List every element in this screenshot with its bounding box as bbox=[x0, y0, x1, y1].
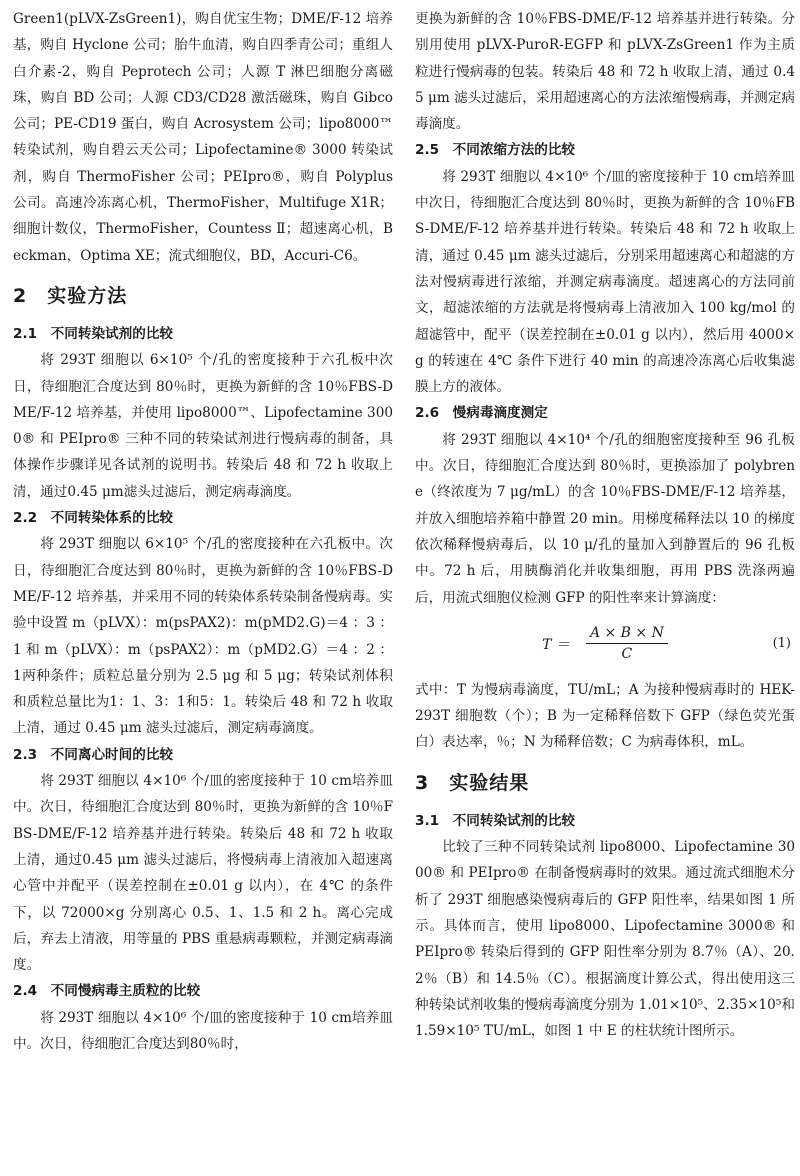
subsection-heading-2-1: 2.1 不同转染试剂的比较 bbox=[13, 325, 174, 342]
paragraph-2-2: 将 293T 细胞以 6×10⁵ 个/孔的密度接种在六孔板中。次日，待细胞汇合度达到 80％时，更换为新鲜的含 10％FBS-DME/F-12 培养基，并采用不同的转染体系转染制备慢病毒。实验中设置 m（pLVX）：m(psPAX2)：m(pMD2.G)＝4 ：3 ：1 和 m（pLVX）：m（psPAX2）：m（pMD2.G）＝4 ：2 ：1两种条件；质粒总量分别为 2.5 μg 和 5 μg；转染试剂体积和质粒总量比为1：1、3：1和5：1。转染后 48 和 72 h 收取上清，通过 0.45 μm 滤头过滤后，测定病毒滴度。 bbox=[13, 536, 393, 737]
paragraph-2-3: 将 293T 细胞以 4×10⁶ 个/皿的密度接种于 10 cm培养皿中。次日，待细胞汇合度达到 80％时，更换为新鲜的含 10％FBS-DME/F-12 培养基并进行转染。转染后 48 和 72 h 收取上清，通过0.45 μm 滤头过滤后，将慢病毒上清液加入超速离心管中并配平（误差控制在±0.01 g 以内），在 4℃ 的条件下，以 72000×g 分别离心 0.5、1、1.5 和 2 h。离心完成后，弃去上清液，用等量的 PBS 重悬病毒颗粒，并测定病毒滴度。 bbox=[13, 773, 393, 974]
subsection-heading-2-4: 2.4 不同慢病毒主质粒的比较 bbox=[13, 983, 201, 1000]
paragraph-2-6: 将 293T 细胞以 4×10⁴ 个/孔的细胞密度接种至 96 孔板中。次日，待细胞汇合度达到 80％时，更换添加了 polybrene（终浓度为 7 μg/mL）的含 10％FBS-DME/F-12 培养基，并放入细胞培养箱中静置 20 min。用梯度稀释法以 10 的梯度依次稀释慢病毒后，以 10 μ/孔的量加入到静置后的 96 孔板中。72 h 后，用胰酶消化并收集细胞，再用 PBS 洗涤两遍后，用流式细胞仪检测 GFP 的阳性率来计算滴度： bbox=[415, 431, 795, 606]
paragraph-2-1: 将 293T 细胞以 6×10⁵ 个/孔的密度接种于六孔板中次日，待细胞汇合度达到 80％时，更换为新鲜的含 10％FBS-DME/F-12 培养基，并使用 lipo8000™、Lipofectamine 3000® 和 PEIpro® 三种不同的转染试剂进行慢病毒的制备，具体操作步骤详见各试剂的说明书。转染后 48 和 72 h 收取上清，通过0.45 μm滤头过滤后，测定病毒滴度。 bbox=[13, 352, 393, 500]
paragraph-3-1: 比较了三种不同转染试剂 lipo8000、Lipofectamine 3000® 和 PEIpro® 在制备慢病毒时的效果。通过流式细胞术分析了 293T 细胞感染慢病毒后的 GFP 阳性率，结果如图 1 所示。具体而言，使用 lipo8000、Lipofectamine 3000® 和 PEIpro® 转染后得到的 GFP 阳性率分别为 8.7％（A）、20.2％（B）和 14.5％（C）。根据滴度计算公式，得出使用这三种转染试剂收集的慢病毒滴度分别为 1.01×10⁵、2.35×10⁵和 1.59×10⁵ TU/mL，如图 1 中 E 的柱状统计图所示。 bbox=[415, 839, 795, 1040]
equation-numerator: A × B × N bbox=[586, 625, 668, 644]
subsection-heading-2-6: 2.6 慢病毒滴度测定 bbox=[415, 405, 548, 422]
right-column bbox=[415, 6, 795, 1044]
equation-number: (1) bbox=[772, 636, 791, 652]
equation-lhs: T ＝ bbox=[542, 636, 570, 653]
subsection-heading-2-3: 2.3 不同离心时间的比较 bbox=[13, 746, 174, 763]
section-heading-results: 3 实验结果 bbox=[415, 771, 530, 794]
equation-description: 式中：T 为慢病毒滴度，TU/mL；A 为接种慢病毒时的 HEK-293T 细胞数（个）；B 为一定稀释倍数下 GFP（绿色荧光蛋白）表达率，％；N 为稀释倍数；C 为病毒体积，mL。 bbox=[415, 681, 795, 751]
paragraph-2-5: 将 293T 细胞以 4×10⁶ 个/皿的密度接种于 10 cm培养皿中次日，待细胞汇合度达到 80％时，更换为新鲜的含 10％FBS-DME/F-12 培养基并进行转染。转染后 48 和 72 h 收取上清，通过 0.45 μm 滤头过滤后，分别采用超速离心和超滤的方法对慢病毒进行浓缩，并测定病毒滴度。超速离心的方法同前文，超滤浓缩的方法就是将慢病毒上清液加入 100 kg/mol 的超滤管中，配平（误差控制在±0.01 g 以内），然后用 4000×g 的转速在 4℃ 条件下进行 40 min 的高速冷冻离心后收集滤膜上方的液体。 bbox=[415, 168, 795, 396]
subsection-heading-2-2: 2.2 不同转染体系的比较 bbox=[13, 510, 174, 527]
titer-equation bbox=[415, 615, 795, 673]
paragraph-2-4: 将 293T 细胞以 4×10⁶ 个/皿的密度接种于 10 cm培养皿中。次日，待细胞汇合度达到80％时， bbox=[13, 1009, 393, 1052]
left-column bbox=[13, 6, 393, 1057]
materials-paragraph: Green1(pLVX-ZsGreen1)，购自优宝生物；DME/F-12 培养基，购自 Hyclone 公司；胎牛血清，购自四季青公司；重组人白介素-2，购自 Peprotech 公司；人源 T 淋巴细胞分离磁珠，购自 BD 公司；人源 CD3/CD28 激活磁珠，购自 Gibco 公司；PE-CD19 蛋白，购自 Acrosystem 公司；lipo8000™ 转染试剂，购自碧云天公司；Lipofectamine® 3000 转染试剂，购自 ThermoFisher 公司；PEIpro®，购自 Polyplus 公司。高速冷冻离心机，ThermoFisher，Multifuge X1R；细胞计数仪，ThermoFisher，Countess Ⅱ；超速离心机，Beckman，Optima XE；流式细胞仪，BD，Accuri-C6。 bbox=[13, 11, 393, 264]
subsection-heading-3-1: 3.1 不同转染试剂的比较 bbox=[415, 812, 576, 829]
section-heading-methods: 2 实验方法 bbox=[13, 284, 128, 307]
equation-denominator: C bbox=[621, 646, 633, 663]
paragraph-2-4-continued: 更换为新鲜的含 10％FBS-DME/F-12 培养基并进行转染。分别用使用 pLVX-PuroR-EGFP 和 pLVX-ZsGreen1 作为主质粒进行慢病毒的包装。转染后 48 和 72 h 收取上清，通过 0.45 μm 滤头过滤后，采用超速离心的方法浓缩慢病毒，并测定病毒滴度。 bbox=[415, 11, 795, 133]
subsection-heading-2-5: 2.5 不同浓缩方法的比较 bbox=[415, 142, 576, 159]
equation-fraction bbox=[586, 625, 668, 662]
